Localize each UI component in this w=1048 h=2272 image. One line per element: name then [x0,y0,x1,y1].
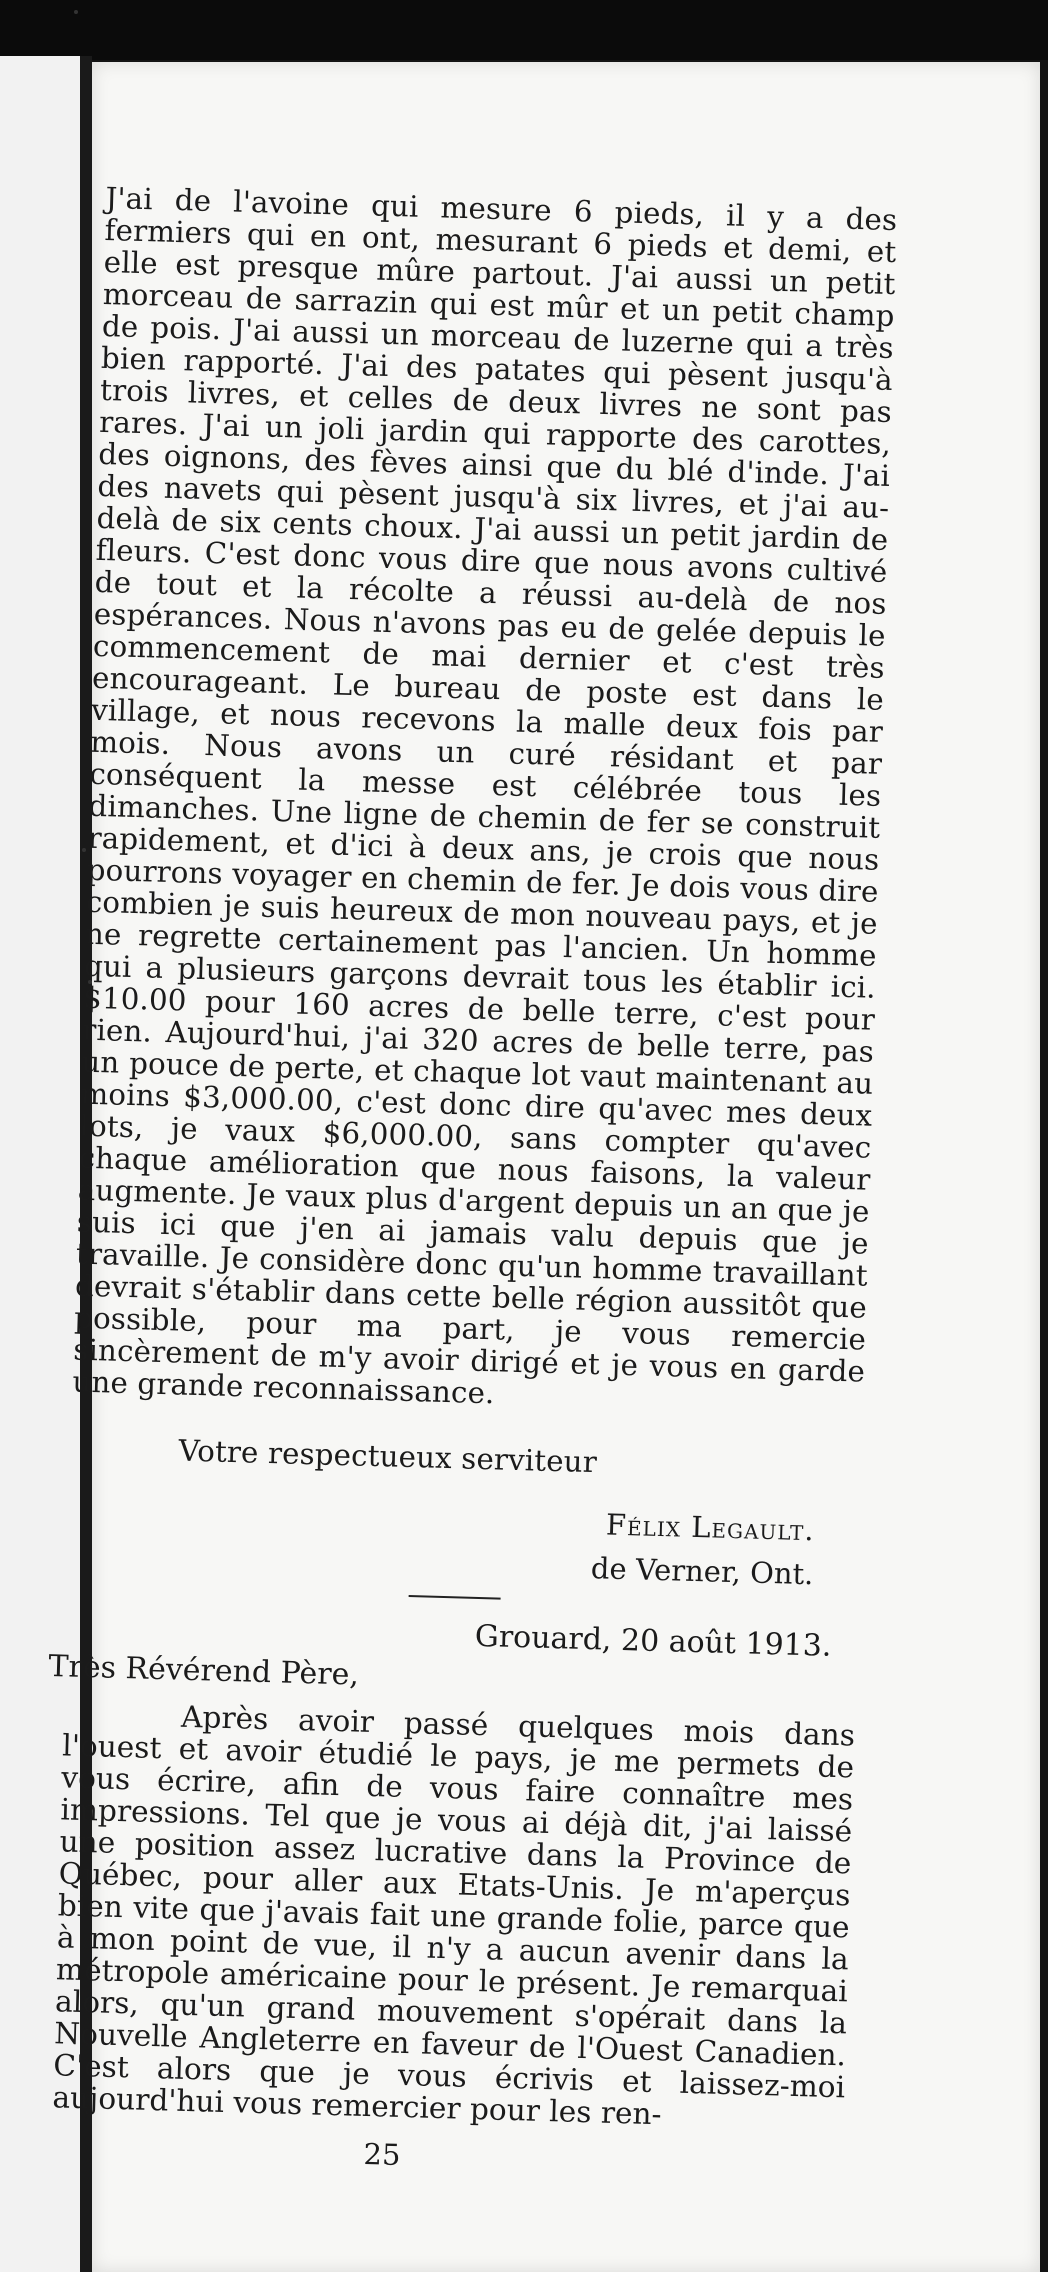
signature-name: Félix Legault. [605,1507,816,1548]
scan-speck [74,10,78,14]
letter-one [67,182,897,1592]
page-text [48,181,898,2183]
letter-two [48,1609,858,2135]
scan-speck [82,848,86,852]
scanner-background [0,0,1048,60]
letter-dateline: Grouard, 20 août 1913. [474,1618,832,1664]
signature-block [67,1493,861,1591]
section-divider [409,1595,501,1600]
document-page [48,62,1040,2272]
signature-place: de Verner, Ont. [590,1551,814,1592]
letter-closing: Votre respectueux serviteur [178,1433,598,1480]
page-number: 25 [363,2136,401,2172]
letter-one-body: J'ai de l'avoine qui mesure 6 pieds, il y a des fermiers qui en ont, mesurant 6 pieds et demi, et elle est presque mûre partout. J'ai aussi un petit morceau de sarrazin qui est mûr et un petit champ de pois. J'ai aussi un morceau de luzerne qui a très bien rapporté. J'ai des patates qui pèsent jusqu'à trois livres, et celles de deux livres ne sont pas rares. J'ai un joli jardin qui rapporte des carottes, des oignons, des fèves ainsi que du blé d'inde. J'ai des navets qui pèsent jusqu'à six livres, et j'ai au-delà de six cents choux. J'ai aussi un petit jardin de fleurs. C'est donc vous dire que nous avons cultivé de tout et la récolte a réussi au-delà de nos espérances. Nous n'avons pas eu de gelée depuis le commencement de mai dernier et c'est très encourageant. Le bureau de poste est dans le village, et nous recevons la malle deux fois par mois. Nous avons un curé résidant et par conséquent la messe est célébrée tous les dimanches. Une ligne de chemin de fer se construit rapidement, et d'ici à deux ans, je crois que nous pourrons voyager en chemin de fer. Je dois vous dire combien je suis heureux de mon nouveau pays, et je ne regrette certainement pas l'ancien. Un homme qui a plusieurs garçons devrait tous les établir ici. $10.00 pour 160 acres de belle terre, c'est pour rien. Aujourd'hui, j'ai 320 acres de belle terre, pas un pouce de perte, et chaque lot vaut maintenant au moins $3,000.00, c'est donc dire qu'avec mes deux lots, je vaux $6,000.00, sans compter qu'avec chaque amélioration que nous faisons, la valeur augmente. Je vaux plus d'argent depuis un an que je suis ici que j'en ai jamais valu depuis que je travaille. Je considère donc qu'un homme travaillant devrait s'établir dans cette belle région aussitôt que possible, pour ma part, je vous remercie sincèrement de m'y avoir dirigé et je vous en garde une grande reconnaissance. [72,181,898,1411]
letter-salutation: Très Révérend Père, [48,1648,360,1693]
letter-two-body: Après avoir passé quelques mois dans l'ouest et avoir étudié le pays, je me permets de vous écrire, afin de vous faire connaître mes impressions. Tel que je vous ai déjà dit, j'ai laissé une position assez lucrative dans la Province de Québec, pour aller aux Etats-Unis. Je m'aperçus bien vite que j'avais fait une grande folie, parce que à mon point de vue, il n'y a aucun avenir dans la métropole américaine pour le présent. Je remarquai alors, qu'un grand mouvement s'opérait dans la Nouvelle Angleterre en faveur de l'Ouest Canadien. C'est alors que je vous écrivis et laissez-moi aujourd'hui vous remercier pour les ren- [52,1699,856,2132]
